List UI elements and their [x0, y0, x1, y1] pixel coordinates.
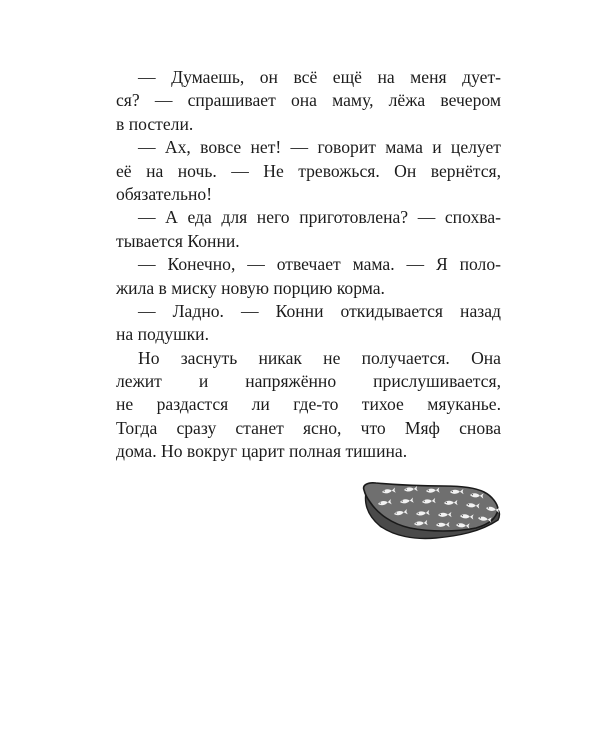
paragraph-3 [116, 206, 501, 253]
text-line: дома. Но вокруг царит полная тишина. [116, 441, 408, 462]
text-line: — Ладно. — Конни откидывается назад [138, 300, 501, 321]
text-line: — Ах, вовсе нет! — говорит мама и целует [138, 137, 501, 158]
page-text [116, 66, 501, 464]
paragraph-1 [116, 66, 501, 136]
text-line: — Конечно, — отвечает мама. — Я поло- [138, 254, 501, 275]
text-line: на подушки. [116, 324, 209, 345]
paragraph-5 [116, 300, 501, 347]
cushion-svg [358, 474, 508, 546]
text-line: Тогда сразу станет ясно, что Мяф снова [116, 417, 501, 438]
text-line: — А еда для него приготовлена? — спохва- [138, 207, 501, 228]
text-line: Но заснуть никак не получается. Она [138, 347, 501, 368]
paragraph-6 [116, 347, 501, 464]
text-line: обязательно! [116, 183, 213, 204]
text-line: ся? — спрашивает она маму, лёжа вечером [116, 90, 501, 111]
text-line: тывается Конни. [116, 230, 240, 251]
text-line: её на ночь. — Не тревожься. Он вернётся, [116, 160, 501, 181]
paragraph-2 [116, 136, 501, 206]
text-line: жила в миску новую порцию корма. [116, 277, 385, 298]
paragraph-4 [116, 253, 501, 300]
cushion-illustration [358, 474, 508, 546]
text-line: в постели. [116, 113, 194, 134]
text-line: не раздастся ли где-то тихое мяуканье. [116, 394, 501, 415]
text-line: лежит и напряжённо прислушивается, [116, 371, 501, 392]
text-line: — Думаешь, он всё ещё на меня дует- [138, 67, 501, 87]
